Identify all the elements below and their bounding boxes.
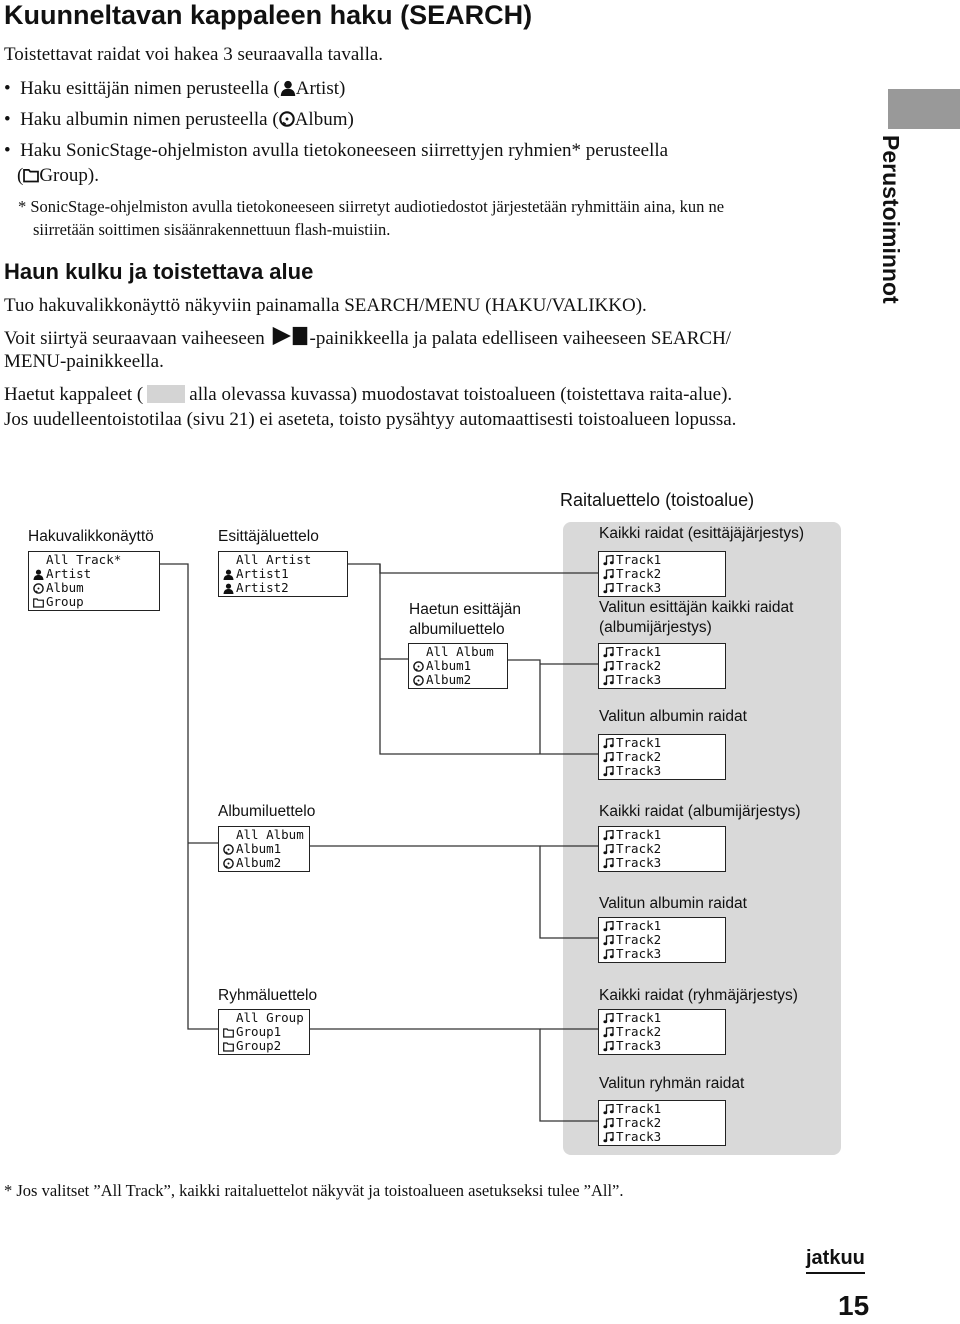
search-menu-label: Hakuvalikkonäyttö [28,528,154,545]
track-item[interactable]: Track2 [603,1025,723,1039]
track-list-label: Kaikki raidat (albumijärjestys) [599,803,801,820]
group-icon [223,1041,234,1052]
artist-icon [33,569,44,580]
playlist-title: Raitaluettelo (toistoalue) [560,490,755,510]
group-list-screen [218,1009,310,1055]
track-item[interactable]: Track1 [603,645,723,659]
music-note-icon [603,935,614,946]
track-list-label: Kaikki raidat (ryhmäjärjestys) [599,987,798,1004]
list-item[interactable]: Album2 [223,856,307,870]
track-list-screen [598,734,726,780]
track-item[interactable]: Track2 [603,1116,723,1130]
page-title: Kuunneltavan kappaleen haku (SEARCH) [4,0,533,30]
music-note-icon [603,647,614,658]
side-tab-label: Perustoiminnot [878,135,904,304]
album-icon [413,675,424,686]
music-note-icon [603,583,614,594]
album-icon [223,844,234,855]
bullet-group-cont: ( Group). [17,165,99,189]
list-item[interactable]: All Album [426,644,494,659]
list-item[interactable]: Group1 [223,1025,307,1039]
music-note-icon [603,1041,614,1052]
track-item[interactable]: Track1 [603,919,723,933]
group-list-label: Ryhmäluettelo [218,987,318,1004]
list-item[interactable]: All Album [236,827,304,842]
music-note-icon [603,921,614,932]
list-item[interactable]: Group2 [223,1039,307,1053]
track-item[interactable]: Track2 [603,659,723,673]
list-item[interactable]: Album1 [413,659,505,673]
track-list-screen [598,643,726,689]
track-item[interactable]: Track2 [603,750,723,764]
album-list-label: Albumiluettelo [218,803,316,820]
track-item[interactable]: Track3 [603,1039,723,1053]
menu-row-all-track[interactable]: All Track* [46,552,122,567]
music-note-icon [603,738,614,749]
music-note-icon [603,844,614,855]
track-item[interactable]: Track2 [603,567,723,581]
album-icon [223,858,234,869]
music-note-icon [603,949,614,960]
track-list-screen [598,551,726,597]
music-note-icon [603,1118,614,1129]
list-item[interactable]: All Group [236,1010,304,1025]
footnote: * Jos valitset ”All Track”, kaikki raitaluettelot näkyvät ja toistoalueen asetukseksi tulee ”All”. [4,1181,624,1200]
group-icon [33,597,44,608]
paragraph-3: Haetut kappaleet ( alla olevassa kuvassa) muodostavat toistoalueen (toistettava raita-alue). [4,384,733,405]
music-note-icon [603,830,614,841]
artist-list-label: Esittäjäluettelo [218,528,319,545]
page-number: 15 [838,1290,870,1321]
artist-icon [223,569,234,580]
artist-icon [223,583,234,594]
track-list-screen [598,917,726,963]
paragraph-3-line2: Jos uudelleentoistotilaa (sivu 21) ei aseteta, toisto pysähtyy automaattisesti toistoalueen lopussa. [4,409,737,430]
music-note-icon [603,766,614,777]
track-item[interactable]: Track1 [603,736,723,750]
artist-album-list-label-1: Haetun esittäjän [409,601,522,618]
intro-text: Toistettavat raidat voi hakea 3 seuraavalla tavalla. [4,44,384,65]
track-list-screen [598,1009,726,1055]
list-item[interactable]: Album2 [413,673,505,687]
track-item[interactable]: Track3 [603,581,723,595]
search-menu-screen [28,551,160,611]
music-note-icon [603,555,614,566]
list-item[interactable]: Artist1 [223,567,345,581]
bullet-artist: • Haku esittäjän nimen perusteella ( Artist) [4,78,345,102]
artist-album-list-screen [408,643,508,689]
track-list-screen [598,826,726,872]
track-item[interactable]: Track3 [603,764,723,778]
track-item[interactable]: Track3 [603,1130,723,1144]
track-item[interactable]: Track1 [603,553,723,567]
track-list-label: Valitun esittäjän kaikki raidat [599,599,794,616]
track-list-label: (albumijärjestys) [599,619,712,636]
list-item[interactable]: Album1 [223,842,307,856]
track-list-label: Valitun albumin raidat [599,708,747,725]
track-list-label: Valitun albumin raidat [599,895,747,912]
album-icon [33,583,44,594]
paragraph-2: Voit siirtyä seuraavaan vaiheeseen -painikkeella ja palata edelliseen vaiheeseen SEARCH/ [4,326,731,352]
track-list-label: Valitun ryhmän raidat [599,1075,745,1092]
track-item[interactable]: Track1 [603,1102,723,1116]
list-item[interactable]: Artist2 [223,581,345,595]
music-note-icon [603,858,614,869]
paragraph-2-line2: MENU-painikkeella. [4,351,164,372]
continue-label: jatkuu [806,1247,865,1274]
bullet-album: • Haku albumin nimen perusteella ( Album) [4,109,354,133]
album-icon [413,661,424,672]
music-note-icon [603,752,614,763]
music-note-icon [603,1013,614,1024]
music-note-icon [603,675,614,686]
menu-row-artist[interactable]: Artist [33,567,157,581]
track-item[interactable]: Track2 [603,842,723,856]
music-note-icon [603,1104,614,1115]
music-note-icon [603,569,614,580]
paragraph-1: Tuo hakuvalikkonäyttö näkyviin painamalla SEARCH/MENU (HAKU/VALIKKO). [4,295,647,316]
asterisk-note-line1: * SonicStage-ohjelmiston avulla tietokoneeseen siirretyt audiotiedostot järjestetään ryhmittäin aina, kun ne [18,197,725,216]
track-item[interactable]: Track2 [603,933,723,947]
track-item[interactable]: Track1 [603,828,723,842]
track-item[interactable]: Track3 [603,947,723,961]
track-item[interactable]: Track1 [603,1011,723,1025]
music-note-icon [603,1132,614,1143]
artist-list-screen [218,551,348,597]
bullet-group: • Haku SonicStage-ohjelmiston avulla tietokoneeseen siirrettyjen ryhmien* perusteella [4,140,669,161]
track-list-label: Kaikki raidat (esittäjäjärjestys) [599,525,805,542]
track-item[interactable]: Track3 [603,856,723,870]
music-note-icon [603,1027,614,1038]
menu-row-group[interactable]: Group [33,595,157,609]
list-item[interactable]: All Artist [236,552,312,567]
track-list-screen [598,1100,726,1146]
section-title: Haun kulku ja toistettava alue [4,259,314,284]
album-list-screen [218,826,310,872]
group-icon [223,1027,234,1038]
track-item[interactable]: Track3 [603,673,723,687]
asterisk-note-line2: siirretään soittimen sisäänrakennettuun flash-muistiin. [33,220,391,239]
music-note-icon [603,661,614,672]
menu-row-album[interactable]: Album [33,581,157,595]
artist-album-list-label-2: albumiluettelo [409,621,505,638]
